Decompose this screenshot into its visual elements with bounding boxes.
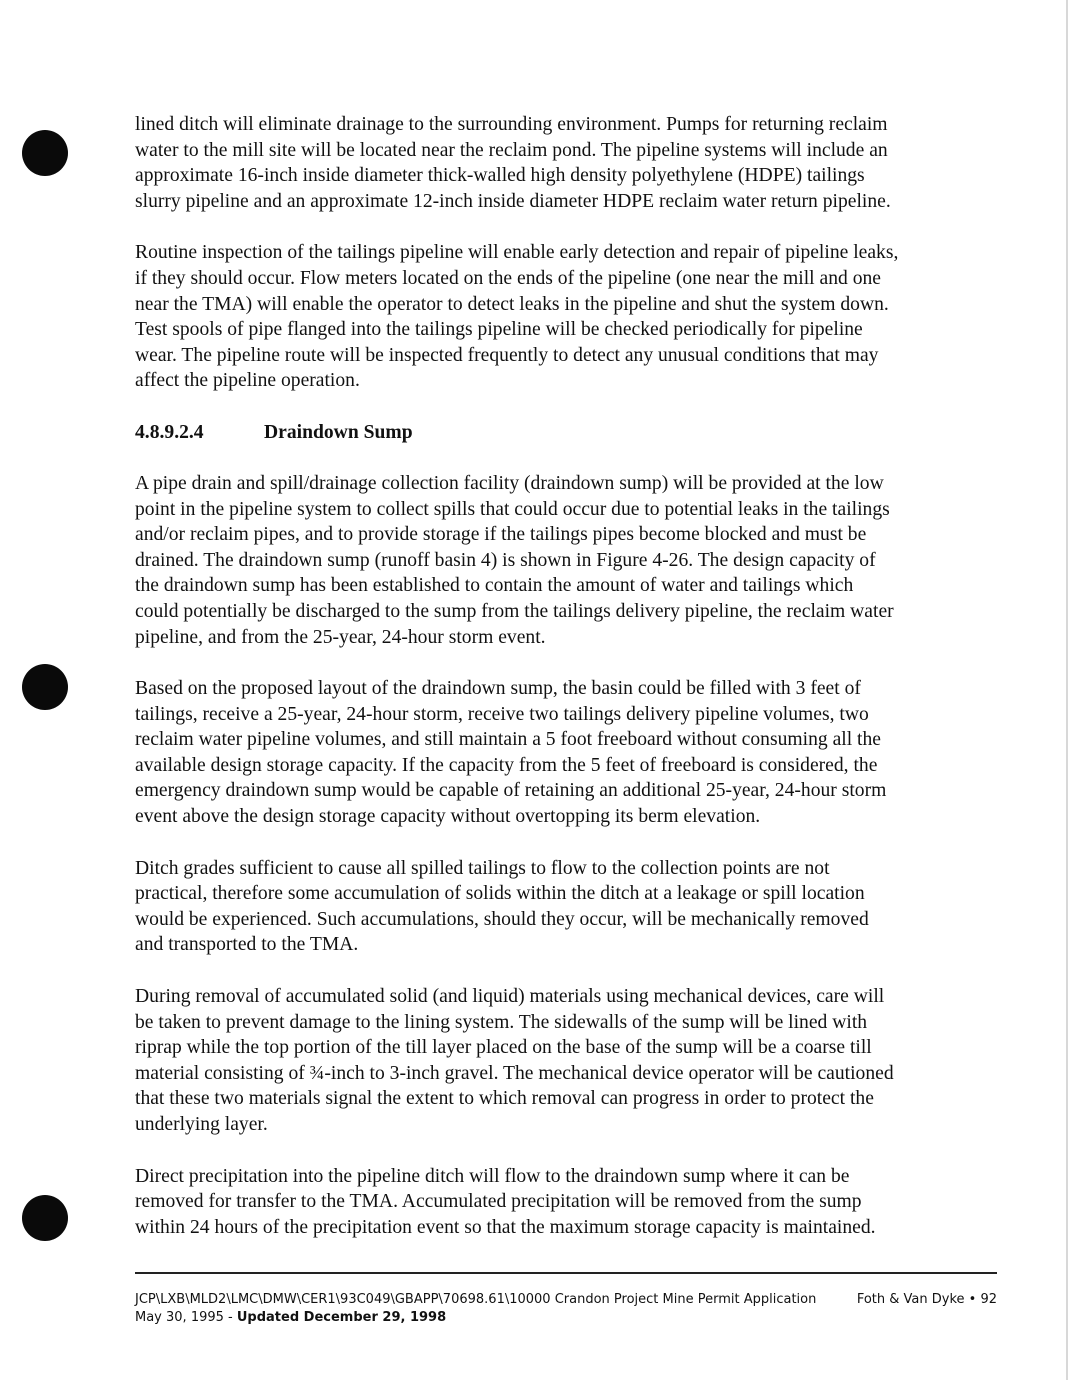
text-line: removed for transfer to the TMA. Accumulated precipitation will be removed from the sump — [135, 1191, 862, 1213]
text-line: Routine inspection of the tailings pipeline will enable early detection and repair of pipeline leaks, — [135, 242, 899, 264]
text-line: be taken to prevent damage to the lining system. The sidewalls of the sump will be lined with — [135, 1011, 868, 1033]
text-line: approximate 16-inch inside diameter thick-walled high density polyethylene (HDPE) tailings — [135, 165, 865, 187]
body-text — [135, 112, 975, 1266]
footer-company-page: Foth & Van Dyke • 92 — [856, 1292, 997, 1307]
text-line: During removal of accumulated solid (and liquid) materials using mechanical devices, care will — [135, 986, 885, 1008]
section-number: 4.8.9.2.4 — [135, 421, 204, 443]
text-line: drained. The draindown sump (runoff basin 4) is shown in Figure 4-26. The design capacity of — [135, 549, 876, 571]
page-footer — [135, 1291, 997, 1327]
paragraph-draindown-facility — [135, 471, 975, 650]
text-line: A pipe drain and spill/drainage collection facility (draindown sump) will be provided at the low — [135, 472, 884, 494]
text-line: practical, therefore some accumulation of solids within the ditch at a leakage or spill location — [135, 883, 865, 905]
punch-hole-middle — [22, 664, 68, 710]
text-line: available design storage capacity. If the capacity from the 5 feet of freeboard is considered, the — [135, 754, 878, 776]
footer-updated-date: Updated December 29, 1998 — [236, 1310, 447, 1325]
text-line: water to the mill site will be located near the reclaim pond. The pipeline systems will include an — [135, 139, 888, 161]
text-line: could potentially be discharged to the sump from the tailings delivery pipeline, the reclaim water — [135, 600, 894, 622]
text-line: tailings, receive a 25-year, 24-hour storm, receive two tailings delivery pipeline volumes, two — [135, 703, 869, 725]
punch-hole-bottom — [22, 1195, 68, 1241]
text-line: if they should occur. Flow meters located on the ends of the pipeline (one near the mill and one — [135, 267, 881, 289]
text-line: that these two materials signal the extent to which removal can progress in order to protect the — [135, 1088, 874, 1110]
footer-date — [135, 1309, 446, 1327]
text-line: riprap while the top portion of the till layer placed on the base of the sump will be a coarse till — [135, 1037, 872, 1059]
section-title: Draindown Sump — [264, 421, 413, 443]
text-line: emergency draindown sump would be capable of retaining an additional 25-year, 24-hour storm — [135, 780, 887, 802]
text-line: reclaim water pipeline volumes, and still maintain a 5 foot freeboard without consuming all the — [135, 729, 881, 751]
footer-row-top — [135, 1291, 997, 1309]
paragraph-ditch-grades — [135, 856, 975, 958]
text-line: Ditch grades sufficient to cause all spilled tailings to flow to the collection points are not — [135, 857, 830, 879]
footer-file-path: JCP\LXB\MLD2\LMC\DMW\CER1\93C049\GBAPP\70698.61\10000 Crandon Project Mine Permit Application — [135, 1292, 817, 1307]
text-line: the draindown sump has been established to contain the amount of water and tailings which — [135, 575, 854, 597]
text-line: Direct precipitation into the pipeline ditch will flow to the draindown sump where it can be — [135, 1165, 850, 1187]
paragraph-proposed-layout — [135, 676, 975, 830]
text-line: within 24 hours of the precipitation event so that the maximum storage capacity is maintained. — [135, 1216, 876, 1238]
paragraph-ditch-drainage — [135, 112, 975, 214]
text-line: underlying layer. — [135, 1114, 268, 1135]
paragraph-routine-inspection — [135, 240, 975, 394]
section-heading — [135, 420, 975, 446]
paragraph-removal — [135, 984, 975, 1138]
text-line: pipeline, and from the 25-year, 24-hour storm event. — [135, 626, 546, 648]
text-line: material consisting of ¾-inch to 3-inch gravel. The mechanical device operator will be cautioned — [135, 1062, 894, 1084]
text-line: lined ditch will eliminate drainage to the surrounding environment. Pumps for returning reclaim — [135, 114, 888, 135]
text-line: wear. The pipeline route will be inspected frequently to detect any unusual conditions that may — [135, 344, 879, 366]
text-line: Test spools of pipe flanged into the tailings pipeline will be checked periodically for pipeline — [135, 319, 863, 341]
text-line: point in the pipeline system to collect spills that could occur due to potential leaks in the tailings — [135, 498, 890, 520]
text-line: slurry pipeline and an approximate 12-inch inside diameter HDPE reclaim water return pipeline. — [135, 190, 891, 212]
text-line: event above the design storage capacity without overtopping its berm elevation. — [135, 806, 761, 828]
footer-divider — [135, 1272, 997, 1274]
footer-original-date: May 30, 1995 - — [135, 1310, 237, 1325]
punch-hole-top — [22, 130, 68, 176]
paragraph-direct-precipitation — [135, 1164, 975, 1241]
footer-row-bottom — [135, 1309, 997, 1327]
text-line: and/or reclaim pipes, and to provide storage if the tailings pipes become blocked and must be — [135, 524, 867, 546]
text-line: near the TMA) will enable the operator to detect leaks in the pipeline and shut the system down. — [135, 293, 889, 315]
text-line: and transported to the TMA. — [135, 934, 359, 956]
text-line: would be experienced. Such accumulations, should they occur, will be mechanically removed — [135, 908, 869, 930]
text-line: Based on the proposed layout of the draindown sump, the basin could be filled with 3 feet of — [135, 678, 861, 700]
text-line: affect the pipeline operation. — [135, 370, 360, 392]
